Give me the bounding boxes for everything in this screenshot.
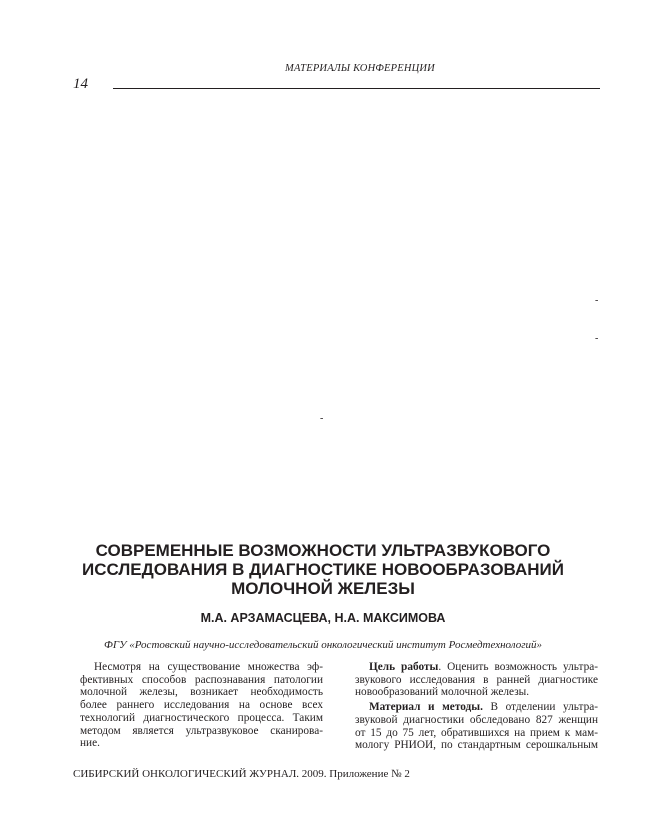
text-line: молочной железы, возникает необходимость [80, 686, 323, 699]
title-line: МОЛОЧНОЙ ЖЕЛЕЗЫ [231, 579, 415, 598]
article-title [60, 541, 586, 598]
text-line: методом является ультразвуковое сканирова- [80, 724, 323, 737]
intro-paragraph [80, 661, 323, 750]
text-line: от 15 до 75 лет, обратившихся на прием к мам- [355, 726, 598, 739]
text-line: технологий диагностического процесса. Таким [80, 711, 323, 724]
running-header: МАТЕРИАЛЫ КОНФЕРЕНЦИИ [285, 63, 435, 74]
header-rule [113, 88, 600, 89]
text-line: мологу РНИОИ, по стандартным серошкальным [355, 739, 598, 752]
journal-footer: СИБИРСКИЙ ОНКОЛОГИЧЕСКИЙ ЖУРНАЛ. 2009. Приложение № 2 [73, 768, 410, 780]
text-line: звукового исследования в ранней диагностике [355, 673, 598, 686]
text-line: звуковой диагностики обследовано 827 женщин [355, 713, 598, 726]
goal-label: Цель работы [369, 661, 439, 673]
methods-paragraph [355, 701, 598, 752]
goal-text: . Оценить возможность ультра- [438, 661, 598, 673]
stray-mark: - [320, 413, 324, 424]
right-column [355, 661, 598, 752]
text-line [355, 661, 598, 674]
stray-mark: - [595, 295, 599, 306]
text-line: ние. [80, 737, 100, 750]
authors: М.А. АРЗАМАСЦЕВА, Н.А. МАКСИМОВА [200, 611, 446, 625]
page-number: 14 [73, 76, 88, 92]
methods-label: Материал и методы. [369, 701, 483, 714]
text-line [355, 701, 598, 714]
methods-text: В отделении ультра- [482, 701, 598, 714]
title-line: СОВРЕМЕННЫЕ ВОЗМОЖНОСТИ УЛЬТРАЗВУКОВОГО [95, 541, 551, 560]
affiliation: ФГУ «Ростовский научно-исследовательский онкологический институт Росмедтехнологий» [103, 639, 542, 651]
text-line: более раннего исследования на основе всех [80, 699, 323, 712]
text-line: Несмотря на существование множества эф- [94, 661, 323, 673]
title-line: ИССЛЕДОВАНИЯ В ДИАГНОСТИКЕ НОВООБРАЗОВАНИЙ [82, 560, 564, 579]
goal-paragraph [355, 661, 598, 699]
left-column [80, 661, 323, 750]
text-line: фективных способов распознавания патологии [80, 673, 323, 686]
text-line: новообразований молочной железы. [355, 686, 530, 699]
stray-mark: - [595, 333, 599, 344]
